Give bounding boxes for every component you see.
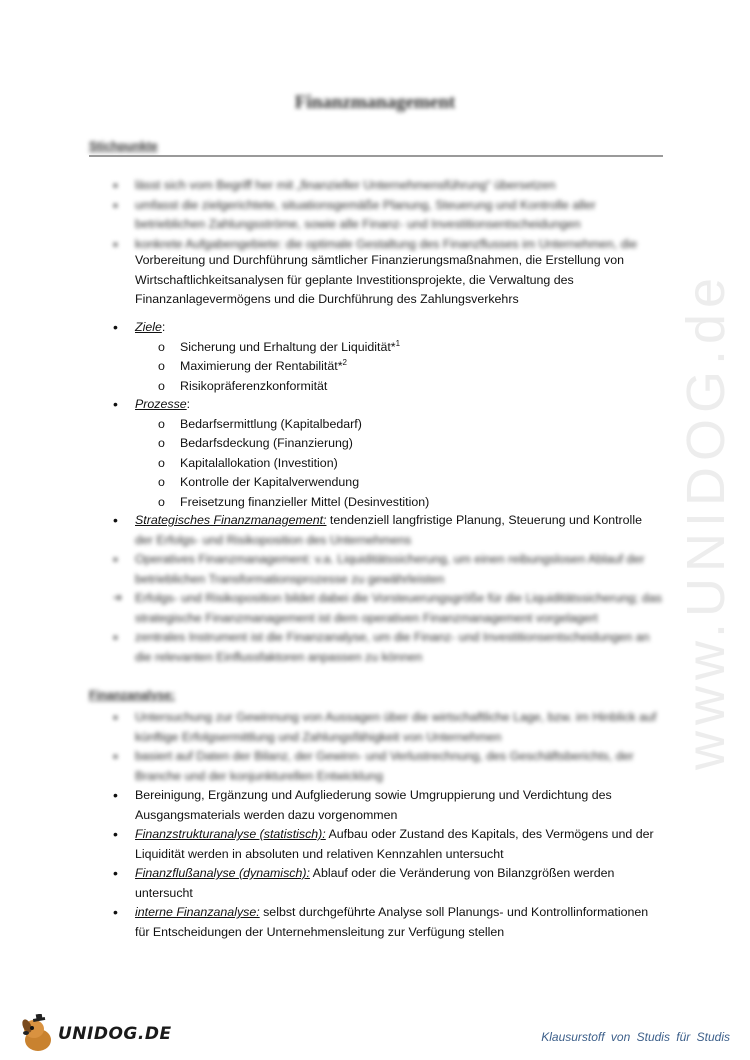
prozesse-subitem: o Bedarfsdeckung (Finanzierung) xyxy=(113,434,663,454)
footnote-marker: 2 xyxy=(342,357,347,367)
list-item-continuation xyxy=(113,251,663,310)
strategisch-continuation: der Erfolgs- und Risikoposition des Unternehmens xyxy=(135,532,412,547)
finanzstruktur-label: Finanzstrukturanalyse (statistisch): xyxy=(135,827,326,841)
list-item-ziele xyxy=(113,318,663,338)
list-item-bereinigung: • Bereinigung, Ergänzung und Aufgliederung sowie Umgruppierung und Verdichtung des Ausgangsmaterials werden dazu vorgenommen xyxy=(113,786,663,825)
finanzfluss-text: Ablauf oder die Veränderung von Bilanzgrößen werden untersucht xyxy=(135,866,615,900)
list-item: • basiert auf Daten der Bilanz, der Gewinn- und Verlustrechnung, des Geschäftsberichts, der Branche und der konjunkturellen Entwicklung xyxy=(113,747,663,786)
document-title: Finanzmanagement xyxy=(294,92,456,113)
finanzfluss-label: Finanzflußanalyse (dynamisch): xyxy=(135,866,310,880)
list-item: ➔ Erfolgs- und Risikoposition bildet dabei die Vorsteuerungsgröße für die Liquiditätssicherung; das strategische Finanzmanagement ist dem operativen Finanzmanagement vorgelagert xyxy=(113,589,663,628)
list-item: • umfasst die zielgerichtete, situationsgemäße Planung, Steuerung und Kontrolle aller betrieblichen Zahlungsströme, sowie alle Finanz- und Investitionsentscheidungen xyxy=(113,196,663,235)
unidog-logo xyxy=(18,1012,178,1056)
logo-text: UNIDOG.DE xyxy=(58,1024,172,1044)
list-item: • Operatives Finanzmanagement: v.a. Liquiditätssicherung, um einen reibungslosen Ablauf der betrieblichen Transformationsprozesse zu gewährleisten xyxy=(113,550,663,589)
list-item-interne-analyse xyxy=(113,903,663,942)
section-heading-finanzanalyse: Finanzanalyse: xyxy=(89,688,176,702)
list-item-finanzstruktur xyxy=(113,825,663,864)
interne-analyse-label: interne Finanzanalyse: xyxy=(135,905,260,919)
strategisch-block xyxy=(113,511,663,667)
ziele-subitem-text: Maximierung der Rentabilität* xyxy=(180,359,343,373)
strategisch-text: tendenziell langfristige Planung, Steuerung und Kontrolle xyxy=(326,513,642,527)
watermark: www.UNIDOG.de xyxy=(676,271,736,770)
list-item-prozesse xyxy=(113,395,663,415)
strategisch-label: Strategisches Finanzmanagement: xyxy=(135,513,327,527)
ziele-subitem-text: Risikopräferenzkonformität xyxy=(180,378,328,393)
footnote-marker: 1 xyxy=(395,338,401,348)
section-heading-stichpunkte: Stichpunkte xyxy=(89,139,158,153)
footer-tagline: Klausurstoff von Studis für Studis xyxy=(541,1030,730,1044)
prozesse-colon: : xyxy=(186,397,191,411)
ziele-block xyxy=(113,318,663,396)
section-stichpunkte-list xyxy=(113,176,663,310)
list-item: • konkrete Aufgabengebiete: die optimale Gestaltung des Finanzflusses im Unternehmen, die xyxy=(113,235,663,255)
interne-analyse-text: selbst durchgeführte Analyse soll Planungs- und Kontrollinformationen für Entscheidungen der Unternehmensleitung zur Verfügung stellen xyxy=(135,905,649,939)
list-item: • Untersuchung zur Gewinnung von Aussagen über die wirtschaftliche Lage, bzw. im Hinblick auf künftige Erfolgsermittlung und Zahlungsfähigkeit von Unternehmen xyxy=(113,708,663,747)
dog-mascot-icon xyxy=(18,1014,58,1054)
list-item: • zentrales Instrument ist die Finanzanalyse, um die Finanz- und Investitionsentscheidungen an die relevanten Einflussfaktoren anpassen zu können xyxy=(113,628,663,667)
ziele-subitem-text: Sicherung und Erhaltung der Liquidität* xyxy=(180,339,396,354)
prozesse-subitem: o Freisetzung finanzieller Mittel (Desinvestition) xyxy=(113,493,663,513)
list-item: • lässt sich vom Begriff her mit „finanzieller Unternehmensführung“ übersetzen xyxy=(113,176,663,196)
prozesse-subitem: o Bedarfsermittlung (Kapitalbedarf) xyxy=(113,415,663,435)
list-item-strategisch xyxy=(113,511,663,531)
list-item-finanzfluss xyxy=(113,864,663,903)
ziele-colon: : xyxy=(161,320,166,334)
ziele-subitem xyxy=(113,357,663,377)
prozesse-label: Prozesse xyxy=(135,397,187,411)
ziele-subitem xyxy=(113,377,663,397)
section-divider xyxy=(89,155,663,157)
ziele-label: Ziele xyxy=(135,320,162,334)
finanzanalyse-list xyxy=(113,708,663,942)
ziele-subitem xyxy=(113,338,663,358)
prozesse-block xyxy=(113,395,663,512)
prozesse-subitem: o Kontrolle der Kapitalverwendung xyxy=(113,473,663,493)
list-item-text: Vorbereitung und Durchführung sämtlicher Finanzierungsmaßnahmen, die Erstellung von Wirtschaftlichkeitsanalysen für geplante Investitionsprojekte, die Verwaltung des Finanzanlagevermögens und die Durchführung des Zahlungsverkehrs xyxy=(135,253,625,306)
prozesse-subitem: o Kapitalallokation (Investition) xyxy=(113,454,663,474)
finanzstruktur-text: Aufbau oder Zustand des Kapitals, des Vermögens und der Liquidität werden in absoluten und relativen Kennzahlen untersucht xyxy=(135,827,654,861)
